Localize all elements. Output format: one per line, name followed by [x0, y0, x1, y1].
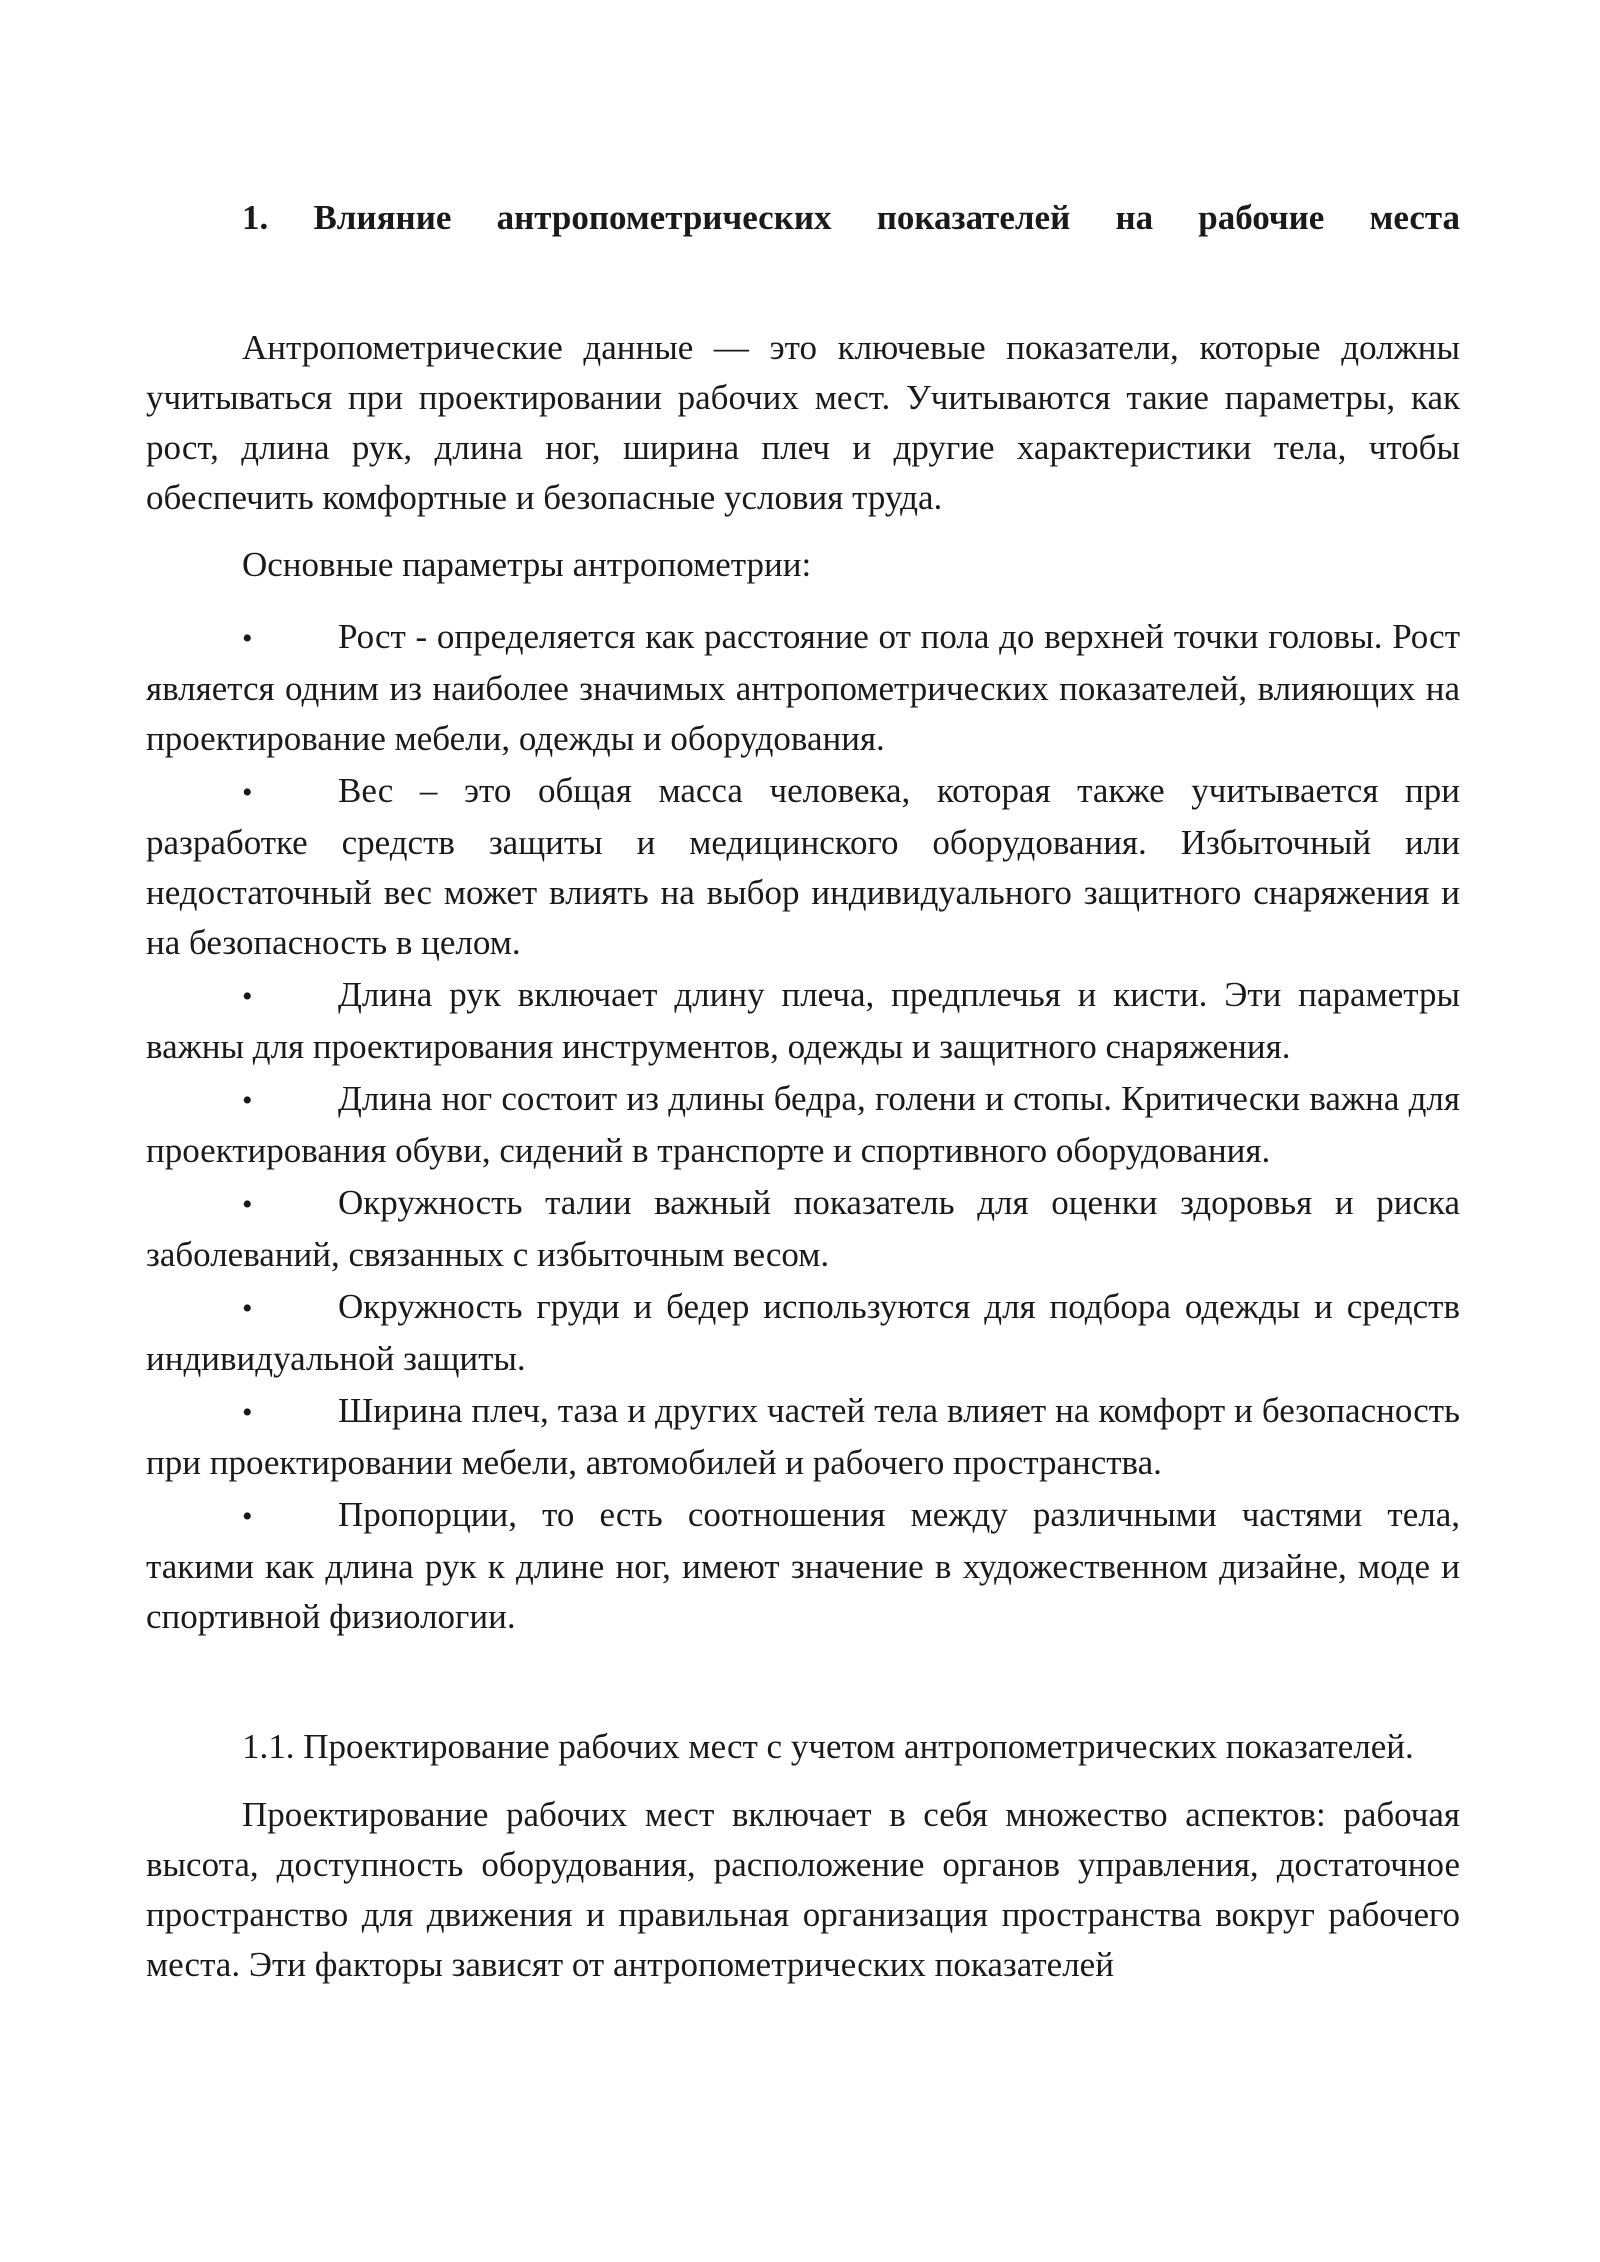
bullet-icon: • [242, 1084, 253, 1117]
list-item [146, 766, 1460, 968]
intro-paragraph: Антропометрические данные — это ключевые показатели, которые должны учитываться при проектировании рабочих мест. Учитываются такие параметры, как рост, длина рук, длина ног, ширина плеч и другие характеристики тела, чтобы обеспечить комфортные и безопасные условия труда. [146, 328, 1460, 517]
list-item [146, 612, 1460, 764]
params-intro: Основные параметры антропометрии: [242, 545, 812, 584]
list-item [146, 1282, 1460, 1384]
subsection-heading: 1.1. Проектирование рабочих мест с учетом антропометрических показателей. [242, 1727, 1414, 1766]
list-item-text: Ширина плеч, таза и других частей тела влияет на комфорт и безопасность при проектировании мебели, автомобилей и рабочего пространства. [146, 1391, 1460, 1482]
bullet-icon: • [242, 1396, 253, 1429]
bullet-icon: • [242, 1188, 253, 1221]
section-heading: 1. Влияние антропометрических показателей на рабочие места [242, 198, 1460, 237]
list-item-text: Пропорции, то есть соотношения между различными частями тела, такими как длина рук к длине ног, имеют значение в художественном дизайне, моде и спортивной физиологии. [146, 1495, 1460, 1636]
list-item [146, 1386, 1460, 1488]
bullet-icon: • [242, 1292, 253, 1325]
list-item-text: Рост - определяется как расстояние от пола до верхней точки головы. Рост является одним из наиболее значимых антропометрических показателей, влияющих на проектирование мебели, одежды и оборудования. [146, 617, 1460, 758]
bullet-icon: • [242, 980, 253, 1013]
list-item-text: Длина ног состоит из длины бедра, голени и стопы. Критически важна для проектирования обуви, сидений в транспорте и спортивного оборудования. [146, 1079, 1460, 1170]
list-item [146, 970, 1460, 1072]
list-item-text: Вес – это общая масса человека, которая также учитывается при разработке средств защиты и медицинского оборудования. Избыточный или недостаточный вес может влиять на выбор индивидуального защитного снаряжения и на безопасность в целом. [146, 771, 1460, 962]
page-content [146, 193, 1460, 1990]
bullet-icon: • [242, 622, 253, 655]
list-item [146, 1490, 1460, 1642]
list-item-text: Длина рук включает длину плеча, предплечья и кисти. Эти параметры важны для проектирования инструментов, одежды и защитного снаряжения. [146, 975, 1460, 1066]
list-item [146, 1074, 1460, 1176]
bullet-icon: • [242, 776, 253, 809]
design-paragraph: Проектирование рабочих мест включает в себя множество аспектов: рабочая высота, доступность оборудования, расположение органов управления, достаточное пространство для движения и правильная организация пространства вокруг рабочего места. Эти факторы зависят от антропометрических показателей [146, 1795, 1460, 1984]
list-item-text: Окружность талии важный показатель для оценки здоровья и риска заболеваний, связанных с избыточным весом. [146, 1183, 1460, 1274]
list-item [146, 1178, 1460, 1280]
params-list [146, 612, 1460, 1642]
list-item-text: Окружность груди и бедер используются для подбора одежды и средств индивидуальной защиты. [146, 1287, 1460, 1378]
bullet-icon: • [242, 1500, 253, 1533]
